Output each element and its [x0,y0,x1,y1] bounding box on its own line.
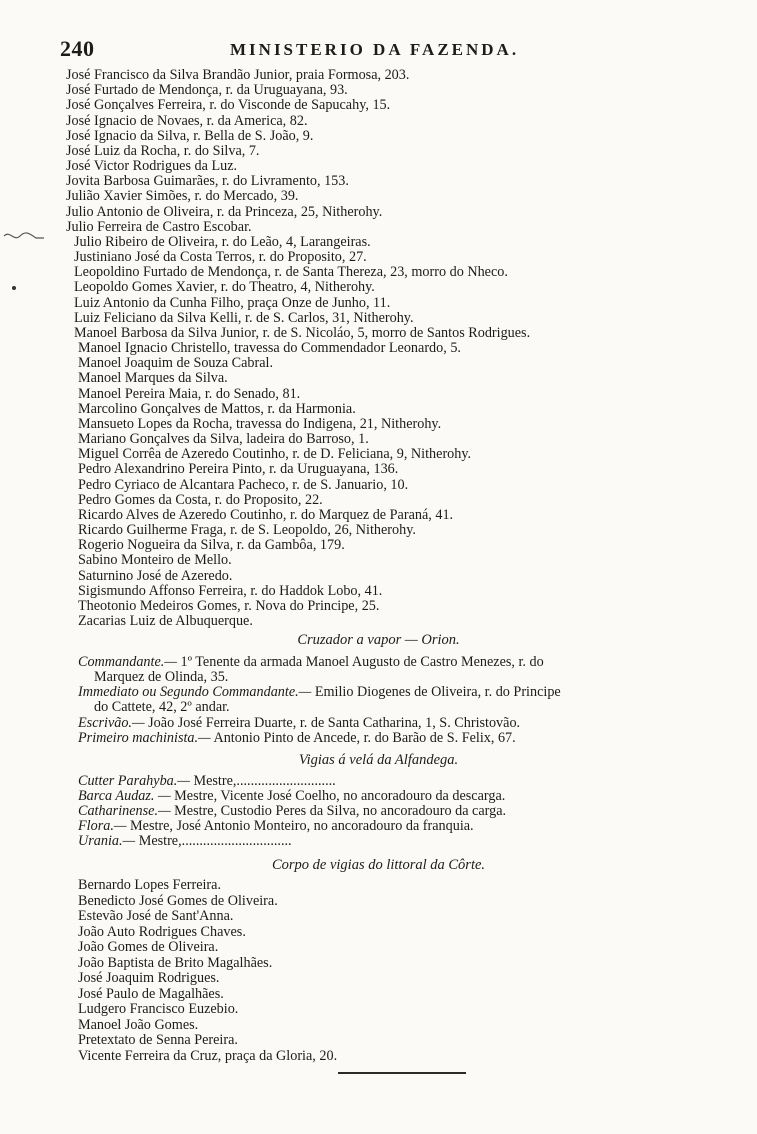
crew-role: Commandante.— [78,654,177,670]
list-item: Rogerio Nogueira da Silva, r. da Gambôa, 179. [78,537,345,553]
list-item: José Paulo de Magalhães. [78,985,224,1002]
vigia-entry [78,834,292,850]
margin-pencil-mark [2,230,46,244]
margin-dot [12,286,16,290]
list-item: Pedro Cyriaco de Alcantara Pacheco, r. de S. Januario, 10. [78,477,409,493]
crew-detail: João José Ferreira Duarte, r. de Santa Catharina, 1, S. Christovão. [144,715,521,731]
list-item: João Auto Rodrigues Chaves. [78,923,246,940]
list-item: Pretextato de Senna Pereira. [78,1032,238,1048]
crew-entry-continuation: do Cattete, 42, 2º andar. [94,699,230,715]
section-heading-corpo: Corpo de vigias do littoral da Côrte. [271,857,486,873]
list-item: Julio Antonio de Oliveira, r. da Princeza, 25, Nitherohy. [66,204,383,220]
list-item: Marcolino Gonçalves de Mattos, r. da Harmonia. [78,401,356,417]
list-item: José Ignacio da Silva, r. Bella de S. João, 9. [66,128,314,144]
list-item: Luiz Antonio da Cunha Filho, praça Onze de Junho, 11. [74,295,391,311]
list-item: Ricardo Guilherme Fraga, r. de S. Leopoldo, 26, Nitherohy. [78,522,416,538]
list-item: Saturnino José de Azeredo. [78,568,233,584]
crew-entry [78,731,516,747]
closing-rule [338,1072,466,1074]
list-item: José Francisco da Silva Brandão Junior, praia Formosa, 203. [66,67,410,83]
vessel-name: Catharinense.— [78,803,171,819]
list-item: Manoel Barbosa da Silva Junior, r. de S. Nicoláo, 5, morro de Santos Rodrigues. [74,325,531,341]
list-item: José Victor Rodrigues da Luz. [66,158,238,174]
vessel-name: Urania.— [78,833,136,849]
vigia-detail: Mestre, José Antonio Monteiro, no ancoradouro da franquia. [126,818,474,834]
list-item: Leopoldino Furtado de Mendonça, r. de Santa Thereza, 23, morro do Nheco. [74,264,508,280]
list-item: João Gomes de Oliveira. [78,939,219,955]
list-item: Manoel João Gomes. [78,1016,199,1033]
vigia-detail: Mestre, Vicente José Coelho, no ancoradouro da descarga. [170,788,506,804]
list-item: Sigismundo Affonso Ferreira, r. do Haddok Lobo, 41. [78,583,383,599]
list-item: Manoel Pereira Maia, r. do Senado, 81. [78,386,301,402]
list-item: Manoel Marques da Silva. [78,370,228,386]
list-item: Manoel Joaquim de Souza Cabral. [78,355,274,371]
list-item: José Joaquim Rodrigues. [78,970,220,986]
vigia-detail: Mestre, Custodio Peres da Silva, no ancoradouro da carga. [170,803,507,819]
list-item: Estevão José de Sant'Anna. [78,908,234,924]
list-item: Julião Xavier Simões, r. do Mercado, 39. [66,188,299,204]
list-item: Sabino Monteiro de Mello. [78,552,232,568]
list-item: Leopoldo Gomes Xavier, r. do Theatro, 4, Nitherohy. [74,279,375,295]
list-item: Justiniano José da Costa Terros, r. do Proposito, 27. [74,249,367,265]
page-title: MINISTERIO DA FAZENDA. [230,40,520,59]
list-item: Julio Ferreira de Castro Escobar. [66,219,252,235]
list-item: Mariano Gonçalves da Silva, ladeira do Barroso, 1. [78,431,369,447]
list-item: Zacarias Luiz de Albuquerque. [78,613,253,629]
list-item: Vicente Ferreira da Cruz, praça da Gloria, 20. [78,1047,338,1064]
vigia-detail: Mestre,............................ [189,773,336,789]
vessel-name: Flora.— [78,818,127,834]
section-heading-vigias: Vigias á velá da Alfandega. [298,752,459,768]
crew-detail: Emilio Diogenes de Oliveira, r. do Principe [311,684,561,700]
list-item: Jovita Barbosa Guimarães, r. do Livramento, 153. [66,173,349,189]
list-item: Miguel Corrêa de Azeredo Coutinho, r. de D. Feliciana, 9, Nitherohy. [78,446,472,462]
list-item: Julio Ribeiro de Oliveira, r. do Leão, 4, Larangeiras. [74,234,371,250]
list-item: Manoel Ignacio Christello, travessa do Commendador Leonardo, 5. [78,340,461,356]
list-item: Ricardo Alves de Azeredo Coutinho, r. do Marquez de Paraná, 41. [78,507,454,523]
crew-entry-continuation: Marquez de Olinda, 35. [94,669,229,685]
section-heading-orion: Cruzador a vapor — Orion. [297,632,460,648]
list-item: José Gonçalves Ferreira, r. do Visconde de Sapucahy, 15. [66,97,391,113]
crew-role: Primeiro machinista.— [78,730,211,746]
page-header [60,36,720,62]
list-item: Pedro Alexandrino Pereira Pinto, r. da Uruguayana, 136. [78,461,399,477]
list-item: João Baptista de Brito Magalhães. [78,954,273,971]
vigia-detail: Mestre,............................... [135,833,292,849]
list-item: José Luiz da Rocha, r. do Silva, 7. [66,143,260,159]
list-item: José Ignacio de Novaes, r. da America, 82. [66,113,308,129]
crew-detail: Antonio Pinto de Ancede, r. do Barão de S. Felix, 67. [210,730,516,746]
list-item: José Furtado de Mendonça, r. da Uruguayana, 93. [66,82,348,98]
crew-role: Escrivão.— [78,715,145,731]
page-number: 240 [60,36,95,61]
list-item: Bernardo Lopes Ferreira. [78,877,221,893]
vessel-name: Cutter Parahyba.— [78,773,190,789]
list-item: Ludgero Francisco Euzebio. [78,1001,239,1017]
vessel-name: Barca Audaz. — [78,788,171,804]
crew-detail: 1º Tenente da armada Manoel Augusto de Castro Menezes, r. do [176,654,544,670]
list-item: Pedro Gomes da Costa, r. do Proposito, 22. [78,492,323,508]
crew-role: Immediato ou Segundo Commandante.— [78,684,312,700]
list-item: Benedicto José Gomes de Oliveira. [78,892,278,909]
list-item: Mansueto Lopes da Rocha, travessa do Indigena, 21, Nitherohy. [78,416,442,432]
list-item: Luiz Feliciano da Silva Kelli, r. de S. Carlos, 31, Nitherohy. [74,310,414,326]
list-item: Theotonio Medeiros Gomes, r. Nova do Principe, 25. [78,598,380,614]
